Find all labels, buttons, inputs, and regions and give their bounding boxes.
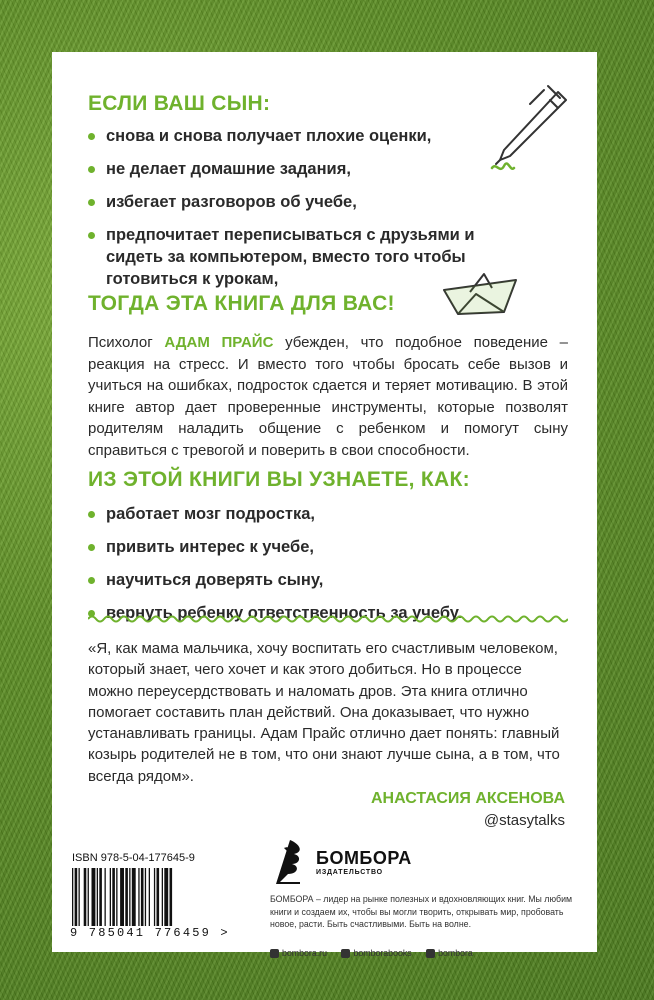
list-item: привить интерес к учебе, — [88, 536, 528, 558]
barcode-bar — [116, 868, 117, 926]
barcode-bar — [112, 868, 115, 926]
publisher-name: БОМБОРА — [316, 848, 412, 868]
list-item: предпочитает переписываться с друзьями и сидеть за компьютером, вместо того чтобы готовиться к урокам, — [88, 224, 528, 290]
barcode-bar — [145, 868, 146, 926]
barcode-bar — [75, 868, 78, 926]
vk-icon — [341, 949, 350, 958]
bullet-dot — [88, 511, 95, 518]
section3-heading: ИЗ ЭТОЙ КНИГИ ВЫ УЗНАЕТЕ, КАК: — [88, 468, 470, 491]
section1-heading: ЕСЛИ ВАШ СЫН: — [88, 92, 271, 115]
list-item: научиться доверять сыну, — [88, 569, 528, 591]
barcode-bar — [88, 868, 89, 926]
paper-boat-illustration — [440, 270, 520, 318]
list-item: избегает разговоров об учебе, — [88, 191, 528, 213]
barcode-bar — [84, 868, 87, 926]
barcode-bar — [162, 868, 163, 926]
publisher-subtitle: ИЗДАТЕЛЬСТВО — [316, 869, 383, 876]
description-paragraph: Психолог АДАМ ПРАЙС убежден, что подобное поведение – реакция на стресс. И вместо того чтобы бросать себе вызов и учиться на ошибках, подросток сдается и теряет мотивацию. В этой книге автор дает проверенные инструменты, которые позволят родителям наладить общение с ребенком и помогут сыну справиться с тревогой и поверить в свои способности. — [88, 334, 569, 459]
bullet-dot — [88, 577, 95, 584]
quote-handle: @stasytalks — [483, 812, 565, 829]
social-link[interactable]: bombora.ru — [270, 948, 327, 958]
bullet-dot — [88, 199, 95, 206]
author-name: АДАМ ПРАЙС — [164, 334, 274, 351]
barcode-bar — [110, 868, 111, 926]
barcode-bar — [170, 868, 173, 926]
barcode-bar — [164, 868, 168, 926]
quote-author: АНАСТАСИЯ АКСЕНОВА — [371, 790, 565, 807]
bullet-dot — [88, 133, 95, 140]
barcode-bar — [132, 868, 136, 926]
barcode-bar — [97, 868, 98, 926]
back-cover-panel — [52, 52, 597, 958]
bullet-dot — [88, 166, 95, 173]
list-item: работает мозг подростка, — [88, 503, 528, 525]
list-item: не делает домашние задания, — [88, 158, 528, 180]
testimonial-quote: «Я, как мама мальчика, хочу воспитать его счастливым человеком, который знает, чего хочет и как этого добиться. Но в процессе можно переусердствовать и наломать дров. Эта книга отлично помогает составить план действий. Она доказывает, что нужно устанавливать границы. Адам Прайс отлично дает понять: главный козырь родителей не в том, что они знают лучше сына, а в том, что всегда рядом». — [88, 640, 560, 785]
list-item: снова и снова получает плохие оценки, — [88, 125, 528, 147]
list-item: вернуть ребенку ответственность за учебу. — [88, 602, 528, 624]
barcode-bar — [157, 868, 160, 926]
barcode — [70, 852, 244, 944]
instagram-icon — [270, 949, 279, 958]
barcode-bar — [125, 868, 128, 926]
barcode-bar — [120, 868, 124, 926]
barcode-bar — [138, 868, 139, 926]
barcode-bars — [72, 868, 240, 926]
barcode-bar — [129, 868, 130, 926]
bullet-dot — [88, 544, 95, 551]
barcode-bar — [149, 868, 150, 926]
barcode-bar — [141, 868, 144, 926]
social-link[interactable]: bombora — [426, 948, 473, 958]
barcode-bar — [92, 868, 96, 926]
barcode-bar — [79, 868, 80, 926]
wavy-divider — [88, 614, 568, 624]
bombora-logo-icon — [270, 838, 310, 886]
social-links — [270, 948, 485, 958]
bullet-dot — [88, 232, 95, 239]
publisher-description: БОМБОРА – лидер на рынке полезных и вдохновляющих книг. Мы любим книги и создаем их, чтобы вы могли творить, открывать мир, пробовать новое, расти. Быть счастливыми. Быть на волне. — [270, 894, 573, 929]
telegram-icon — [426, 949, 435, 958]
barcode-bar — [105, 868, 106, 926]
barcode-bar — [99, 868, 102, 926]
social-link[interactable]: bomborabooks — [341, 948, 411, 958]
section2-heading: ТОГДА ЭТА КНИГА ДЛЯ ВАС! — [88, 292, 395, 315]
barcode-bar — [154, 868, 155, 926]
barcode-digits: 9 785041 776459 > — [70, 926, 230, 940]
barcode-bar — [72, 868, 73, 926]
isbn-text: ISBN 978-5-04-177645-9 — [72, 852, 195, 864]
